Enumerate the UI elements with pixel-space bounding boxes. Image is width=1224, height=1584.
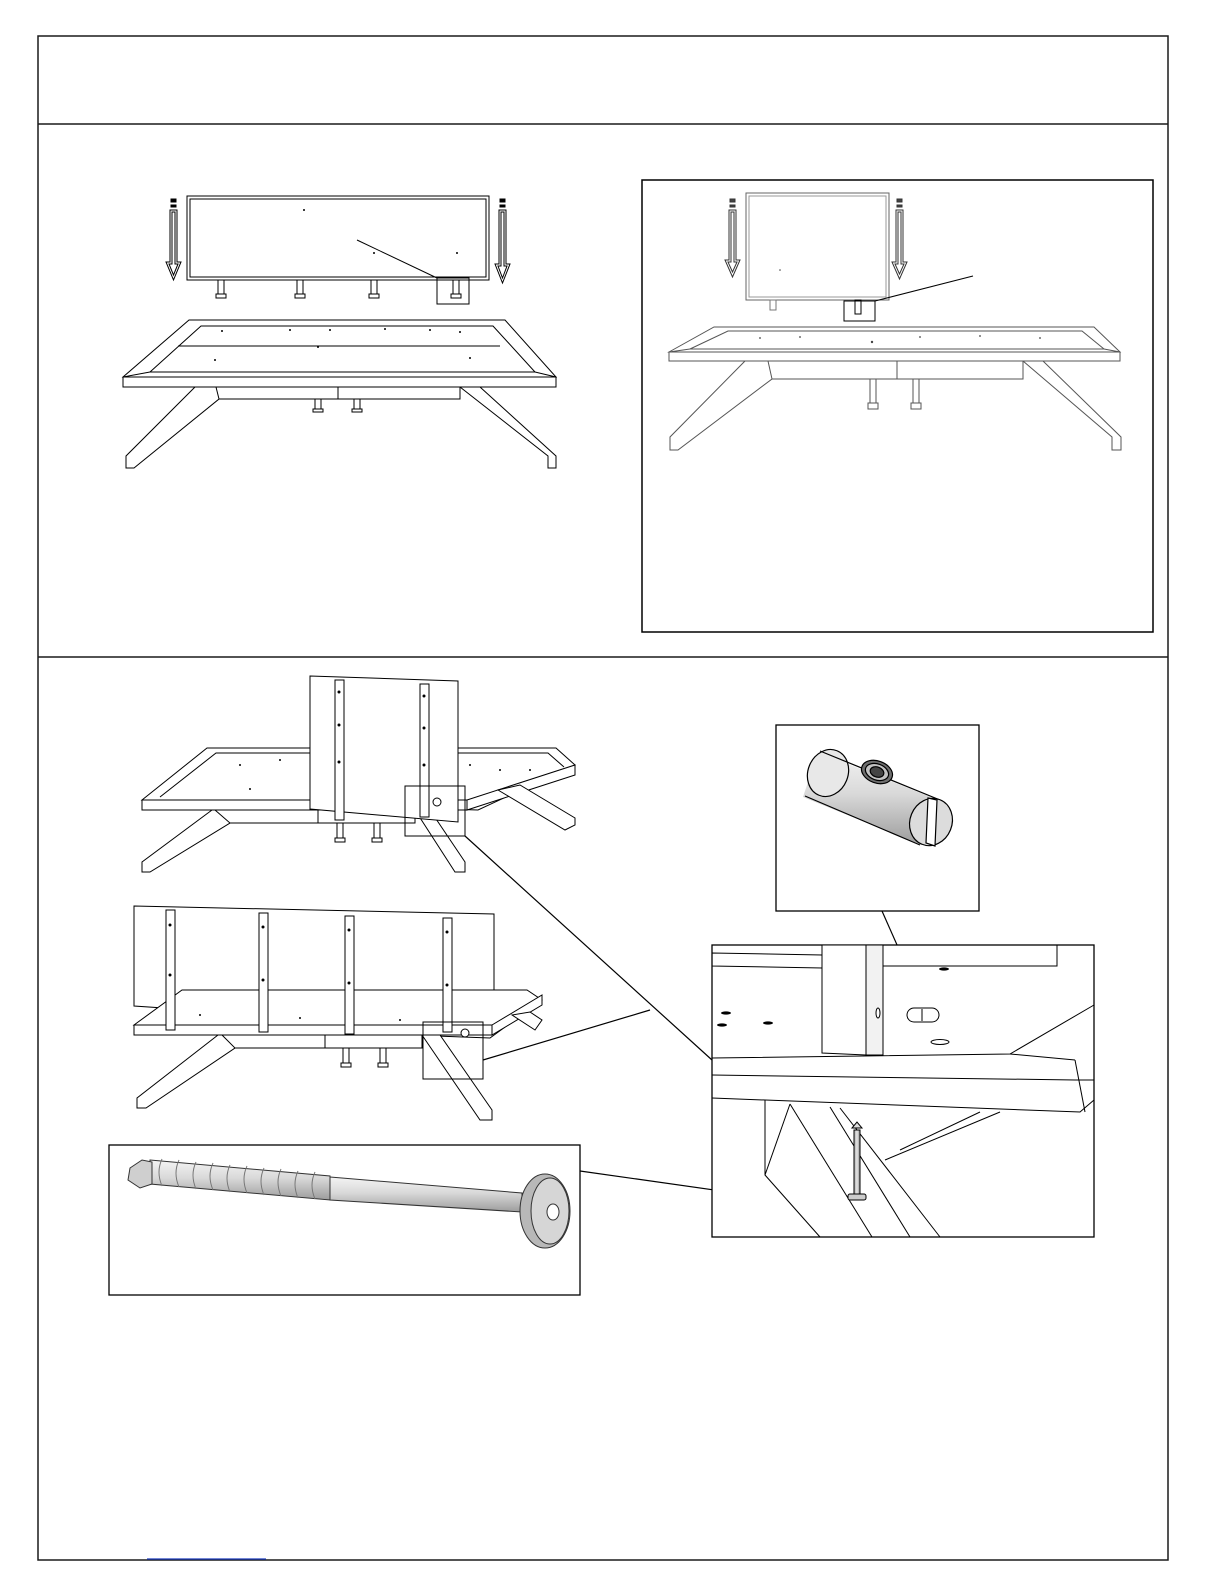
leader-line bbox=[875, 276, 973, 301]
down-arrow-icon bbox=[166, 199, 181, 280]
panel-dowel bbox=[216, 280, 461, 298]
step2-lower-bench bbox=[134, 906, 542, 1120]
down-arrow-icon bbox=[495, 199, 510, 283]
step1-bench-diagram bbox=[123, 196, 556, 468]
step2-upper-bench bbox=[142, 676, 575, 872]
bolt-detail bbox=[109, 1145, 580, 1295]
cam-nut-detail bbox=[776, 725, 979, 911]
step1-inset-diagram bbox=[642, 180, 1153, 632]
down-arrow-icon bbox=[892, 199, 907, 279]
closeup-detail bbox=[712, 945, 1094, 1237]
down-arrow-icon bbox=[725, 199, 740, 277]
inset-frame bbox=[712, 945, 1094, 1237]
